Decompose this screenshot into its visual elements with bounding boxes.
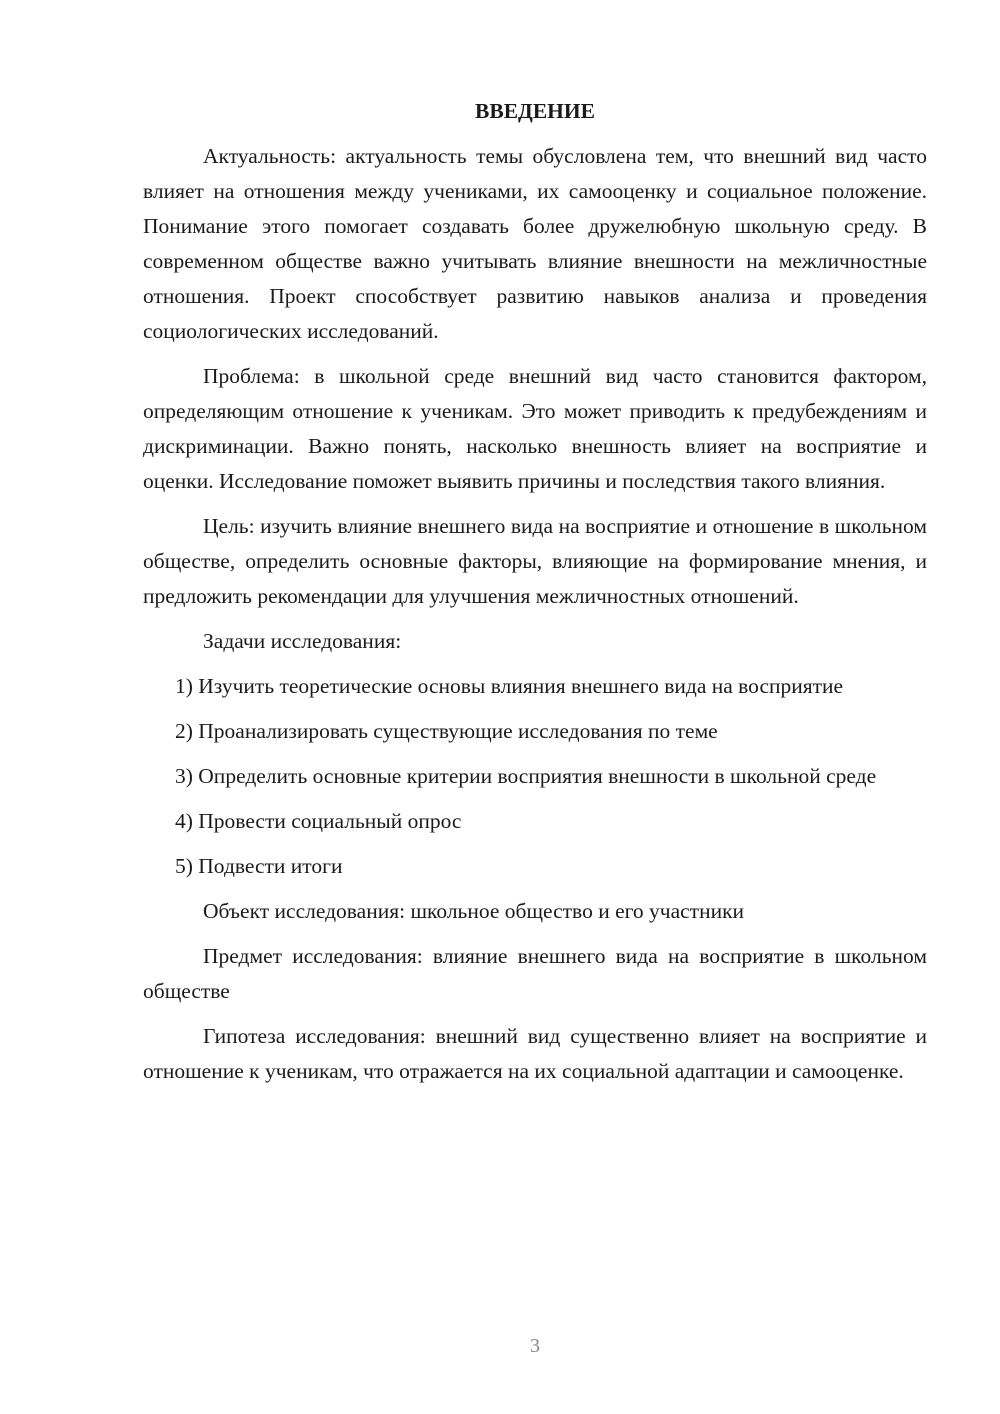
- relevance-paragraph: Актуальность: актуальность темы обусловлена тем, что внешний вид часто влияет на отношения между учениками, их самооценку и социальное положение. Понимание этого помогает создавать более дружелюбную школьную среду. В современном обществе важно учитывать влияние внешности на межличностные отношения. Проект способствует развитию навыков анализа и проведения социологических исследований.: [143, 144, 927, 343]
- document-page: [143, 94, 927, 1099]
- task-item: 5) Подвести итоги: [175, 854, 343, 878]
- task-item: 4) Провести социальный опрос: [175, 809, 462, 833]
- page-number: 3: [530, 1335, 540, 1357]
- section-heading: ВВЕДЕНИЕ: [475, 99, 595, 123]
- task-item: 2) Проанализировать существующие исследования по теме: [175, 719, 718, 743]
- task-item: 3) Определить основные критерии восприятия внешности в школьной среде: [175, 764, 877, 788]
- object-paragraph: Объект исследования: школьное общество и его участники: [203, 899, 745, 923]
- tasks-heading: Задачи исследования:: [203, 629, 402, 653]
- hypothesis-paragraph: Гипотеза исследования: внешний вид существенно влияет на восприятие и отношение к ученикам, что отражается на их социальной адаптации и самооценке.: [143, 1024, 927, 1083]
- task-item: 1) Изучить теоретические основы влияния внешнего вида на восприятие: [175, 674, 844, 698]
- goal-paragraph: Цель: изучить влияние внешнего вида на восприятие и отношение в школьном обществе, определить основные факторы, влияющие на формирование мнения, и предложить рекомендации для улучшения межличностных отношений.: [143, 514, 927, 608]
- problem-paragraph: Проблема: в школьной среде внешний вид часто становится фактором, определяющим отношение к ученикам. Это может приводить к предубеждениям и дискриминации. Важно понять, насколько внешность влияет на восприятие и оценки. Исследование поможет выявить причины и последствия такого влияния.: [143, 364, 927, 493]
- subject-paragraph: Предмет исследования: влияние внешнего вида на восприятие в школьном обществе: [143, 944, 927, 1003]
